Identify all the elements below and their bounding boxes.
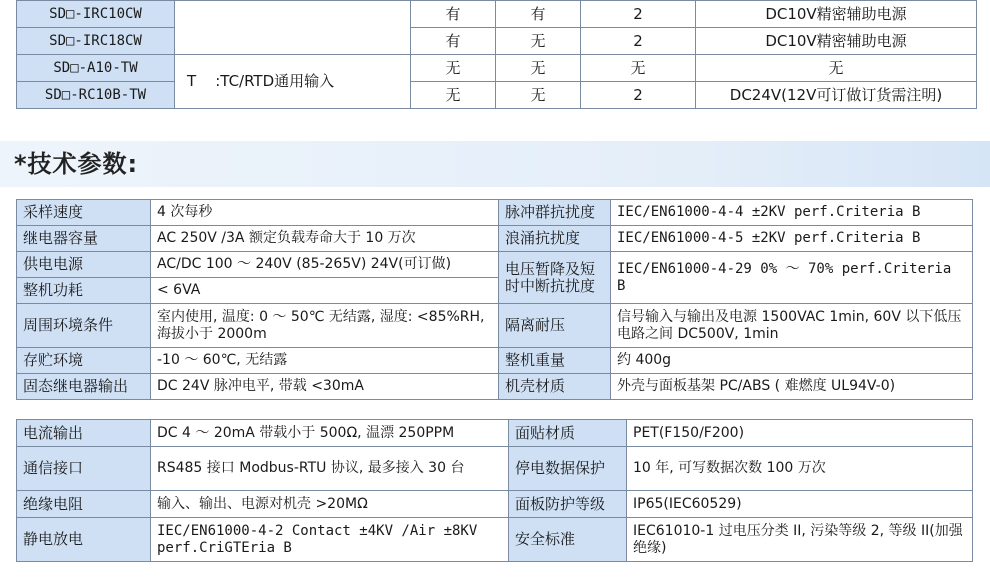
spec-value: AC/DC 100 ～ 240V (85-265V) 24V(可订做) bbox=[151, 252, 499, 278]
spec-table-2 bbox=[16, 419, 973, 562]
spec-label: 脉冲群抗扰度 bbox=[499, 200, 611, 226]
table-cell: DC10V精密辅助电源 bbox=[696, 28, 977, 55]
spec-label: 隔离耐压 bbox=[499, 304, 611, 348]
table-row bbox=[17, 82, 977, 109]
spec-label: 电压暂降及短时中断抗扰度 bbox=[499, 252, 611, 304]
table-cell: 有 bbox=[411, 1, 496, 28]
spec-value: < 6VA bbox=[151, 278, 499, 304]
spec-label: 浪涌抗扰度 bbox=[499, 226, 611, 252]
spec-value: -10 ～ 60℃, 无结露 bbox=[151, 348, 499, 374]
spec-value: IEC/EN61000-4-2 Contact ±4KV /Air ±8KV perf.CriGTEria B bbox=[151, 518, 509, 562]
spec-value: PET(F150/F200) bbox=[627, 420, 973, 447]
table-row bbox=[17, 374, 973, 400]
table-cell: 无 bbox=[496, 28, 581, 55]
spec-value: IP65(IEC60529) bbox=[627, 491, 973, 518]
spec-label: 周围环境条件 bbox=[17, 304, 151, 348]
table-cell: 无 bbox=[411, 82, 496, 109]
spec-value: 4 次每秒 bbox=[151, 200, 499, 226]
model-name: SD□-A10-TW bbox=[17, 55, 175, 82]
table-cell: 无 bbox=[411, 55, 496, 82]
table-row bbox=[17, 55, 977, 82]
table-cell: 无 bbox=[696, 55, 977, 82]
table-row bbox=[17, 348, 973, 374]
section-title-band bbox=[0, 141, 990, 187]
table-row bbox=[17, 304, 973, 348]
spec-label: 电流输出 bbox=[17, 420, 151, 447]
spec-value: IEC61010-1 过电压分类 II, 污染等级 2, 等级 II(加强绝缘) bbox=[627, 518, 973, 562]
spec-label: 存贮环境 bbox=[17, 348, 151, 374]
table-row bbox=[17, 252, 973, 278]
spec-value: 室内使用, 温度: 0 ～ 50℃ 无结露, 湿度: <85%RH, 海拔小于 2000m bbox=[151, 304, 499, 348]
spec-label: 整机重量 bbox=[499, 348, 611, 374]
spec-value: DC 4 ～ 20mA 带载小于 500Ω, 温漂 250PPM bbox=[151, 420, 509, 447]
spec-value: 约 400g bbox=[611, 348, 973, 374]
table-cell: 有 bbox=[496, 1, 581, 28]
table-cell: DC10V精密辅助电源 bbox=[696, 1, 977, 28]
spec-label: 安全标准 bbox=[509, 518, 627, 562]
table-row bbox=[17, 1, 977, 28]
section-title: *技术参数: bbox=[14, 150, 139, 178]
table-cell: 有 bbox=[411, 28, 496, 55]
table-row bbox=[17, 28, 977, 55]
table-cell: DC24V(12V可订做订货需注明) bbox=[696, 82, 977, 109]
spec-value: 输入、输出、电源对机壳 >20MΩ bbox=[151, 491, 509, 518]
spec-label: 固态继电器输出 bbox=[17, 374, 151, 400]
spec-value: IEC/EN61000-4-29 0% ～ 70% perf.Criteria B bbox=[611, 252, 973, 304]
table-row bbox=[17, 200, 973, 226]
spec-label: 面板防护等级 bbox=[509, 491, 627, 518]
spec-value: 外壳与面板基架 PC/ABS ( 难燃度 UL94V-0) bbox=[611, 374, 973, 400]
blank-cell bbox=[175, 1, 411, 55]
spec-value: AC 250V /3A 额定负载寿命大于 10 万次 bbox=[151, 226, 499, 252]
spec-label: 采样速度 bbox=[17, 200, 151, 226]
input-type-cell: T :TC/RTD通用输入 bbox=[175, 55, 411, 109]
spec-label: 继电器容量 bbox=[17, 226, 151, 252]
model-name: SD□-IRC10CW bbox=[17, 1, 175, 28]
table-cell: 无 bbox=[581, 55, 696, 82]
table-row bbox=[17, 491, 973, 518]
spec-label: 机壳材质 bbox=[499, 374, 611, 400]
spec-label: 停电数据保护 bbox=[509, 447, 627, 491]
spec-value: RS485 接口 Modbus-RTU 协议, 最多接入 30 台 bbox=[151, 447, 509, 491]
spec-value: IEC/EN61000-4-4 ±2KV perf.Criteria B bbox=[611, 200, 973, 226]
table-row bbox=[17, 226, 973, 252]
spec-value: 信号输入与输出及电源 1500VAC 1min, 60V 以下低压电路之间 DC500V, 1min bbox=[611, 304, 973, 348]
table-cell: 无 bbox=[496, 55, 581, 82]
table-row bbox=[17, 518, 973, 562]
spec-table-1 bbox=[16, 199, 973, 400]
table-row bbox=[17, 447, 973, 491]
spec-value: IEC/EN61000-4-5 ±2KV perf.Criteria B bbox=[611, 226, 973, 252]
model-name: SD□-RC10B-TW bbox=[17, 82, 175, 109]
spec-label: 供电电源 bbox=[17, 252, 151, 278]
spec-label: 绝缘电阻 bbox=[17, 491, 151, 518]
table-cell: 无 bbox=[496, 82, 581, 109]
spec-value: 10 年, 可写数据次数 100 万次 bbox=[627, 447, 973, 491]
spec-value: DC 24V 脉冲电平, 带载 <30mA bbox=[151, 374, 499, 400]
table-cell: 2 bbox=[581, 82, 696, 109]
spec-label: 静电放电 bbox=[17, 518, 151, 562]
model-table bbox=[16, 0, 977, 109]
table-row bbox=[17, 420, 973, 447]
model-name: SD□-IRC18CW bbox=[17, 28, 175, 55]
spec-label: 面贴材质 bbox=[509, 420, 627, 447]
table-cell: 2 bbox=[581, 1, 696, 28]
spec-label: 通信接口 bbox=[17, 447, 151, 491]
table-cell: 2 bbox=[581, 28, 696, 55]
spec-label: 整机功耗 bbox=[17, 278, 151, 304]
